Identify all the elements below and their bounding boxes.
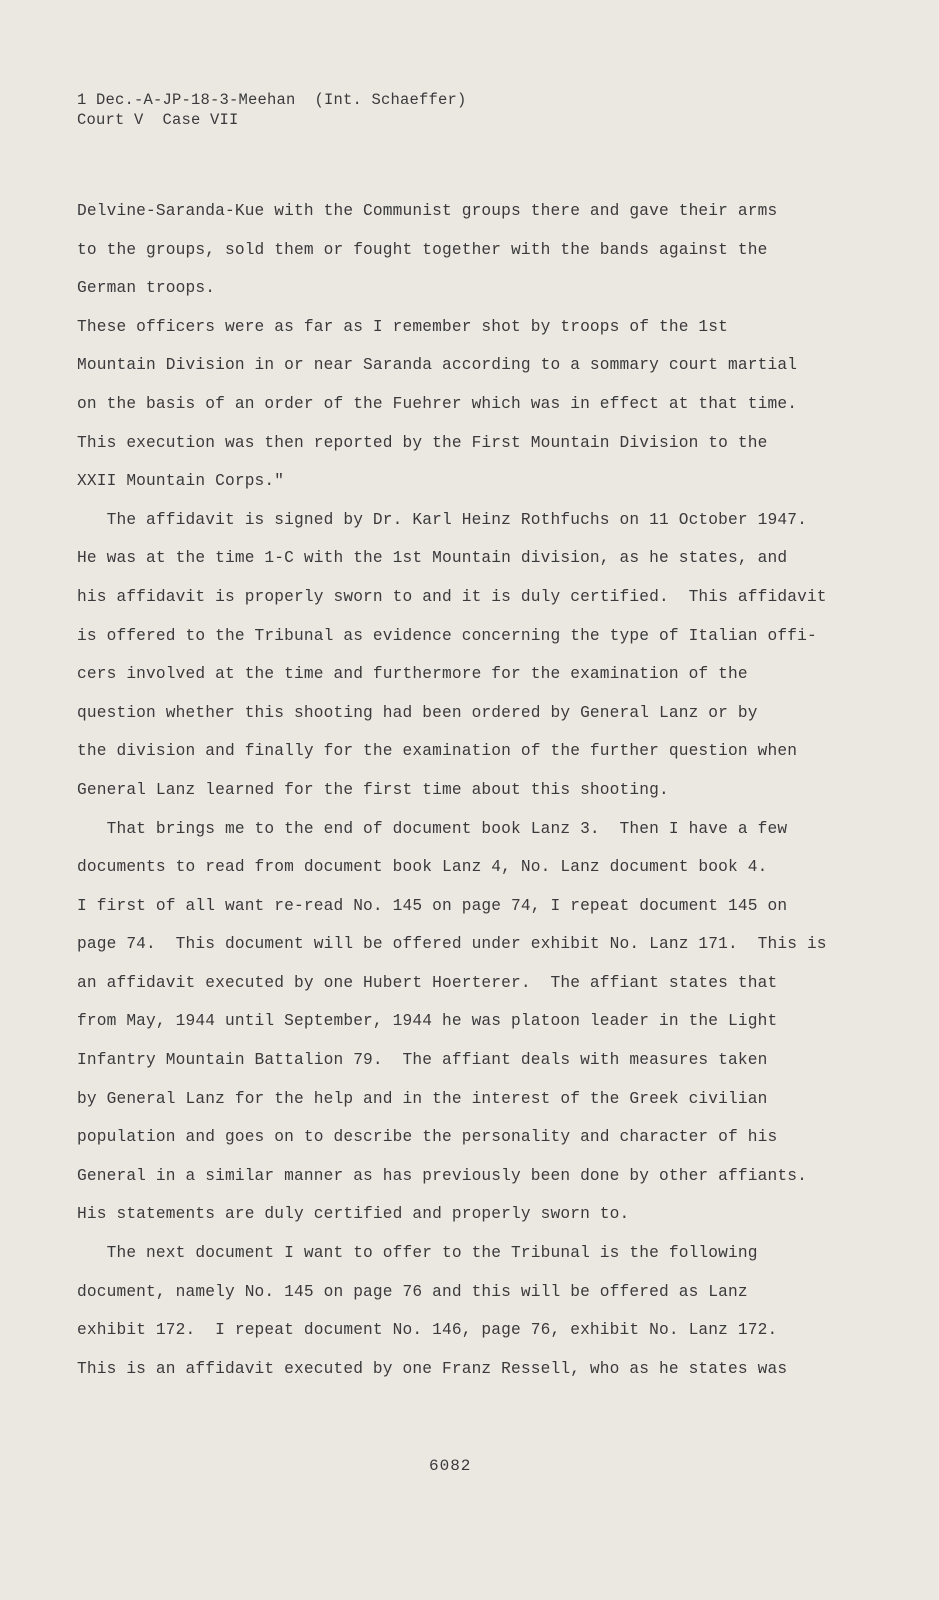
text-line: cers involved at the time and furthermore for the examination of the — [77, 665, 748, 684]
text-line: This execution was then reported by the First Mountain Division to the — [77, 433, 768, 452]
text-line: The next document I want to offer to the Tribunal is the following — [77, 1244, 758, 1263]
document-header — [77, 90, 467, 130]
text-line: from May, 1944 until September, 1944 he was platoon leader in the Light — [77, 1012, 778, 1031]
text-line: his affidavit is properly sworn to and it is duly certified. This affidavit — [77, 587, 827, 606]
header-line-1: 1 Dec.-A-JP-18-3-Meehan (Int. Schaeffer) — [77, 91, 467, 109]
text-line: an affidavit executed by one Hubert Hoerterer. The affiant states that — [77, 973, 778, 992]
text-line: Delvine-Saranda-Kue with the Communist groups there and gave their arms — [77, 202, 778, 220]
text-line: is offered to the Tribunal as evidence concerning the type of Italian offi- — [77, 626, 817, 645]
text-line: exhibit 172. I repeat document No. 146, page 76, exhibit No. Lanz 172. — [77, 1321, 778, 1340]
text-line: Infantry Mountain Battalion 79. The affiant deals with measures taken — [77, 1051, 768, 1070]
text-line: document, namely No. 145 on page 76 and this will be offered as Lanz — [77, 1282, 748, 1301]
text-line: These officers were as far as I remember shot by troops of the 1st — [77, 317, 729, 336]
text-line: XXII Mountain Corps." — [77, 472, 285, 491]
text-line: The affidavit is signed by Dr. Karl Heinz Rothfuchs on 11 October 1947. — [77, 510, 807, 529]
text-line: on the basis of an order of the Fuehrer which was in effect at that time. — [77, 394, 798, 413]
text-line: to the groups, sold them or fought together with the bands against the — [77, 240, 768, 259]
text-line: General Lanz learned for the first time about this shooting. — [77, 780, 669, 799]
text-line: by General Lanz for the help and in the interest of the Greek civilian — [77, 1089, 768, 1108]
text-line: population and goes on to describe the personality and character of his — [77, 1128, 778, 1147]
text-line: Mountain Division in or near Saranda according to a sommary court martial — [77, 356, 798, 375]
text-line: I first of all want re-read No. 145 on page 74, I repeat document 145 on — [77, 896, 788, 915]
text-line: question whether this shooting had been ordered by General Lanz or by — [77, 703, 758, 722]
header-line-2: Court V Case VII — [77, 111, 239, 129]
page-number: 6082 — [429, 1457, 472, 1475]
text-line: His statements are duly certified and properly sworn to. — [77, 1205, 630, 1224]
text-line: documents to read from document book Lanz 4, No. Lanz document book 4. — [77, 858, 768, 877]
text-line: This is an affidavit executed by one Franz Ressell, who as he states was — [77, 1359, 788, 1378]
text-line: General in a similar manner as has previously been done by other affiants. — [77, 1166, 807, 1185]
body-text — [77, 192, 877, 1388]
text-line: the division and finally for the examination of the further question when — [77, 742, 798, 761]
text-line: That brings me to the end of document book Lanz 3. Then I have a few — [77, 819, 788, 838]
text-line: He was at the time 1-C with the 1st Mountain division, as he states, and — [77, 549, 788, 568]
text-line: German troops. — [77, 279, 216, 298]
text-line: page 74. This document will be offered under exhibit No. Lanz 171. This is — [77, 935, 827, 954]
